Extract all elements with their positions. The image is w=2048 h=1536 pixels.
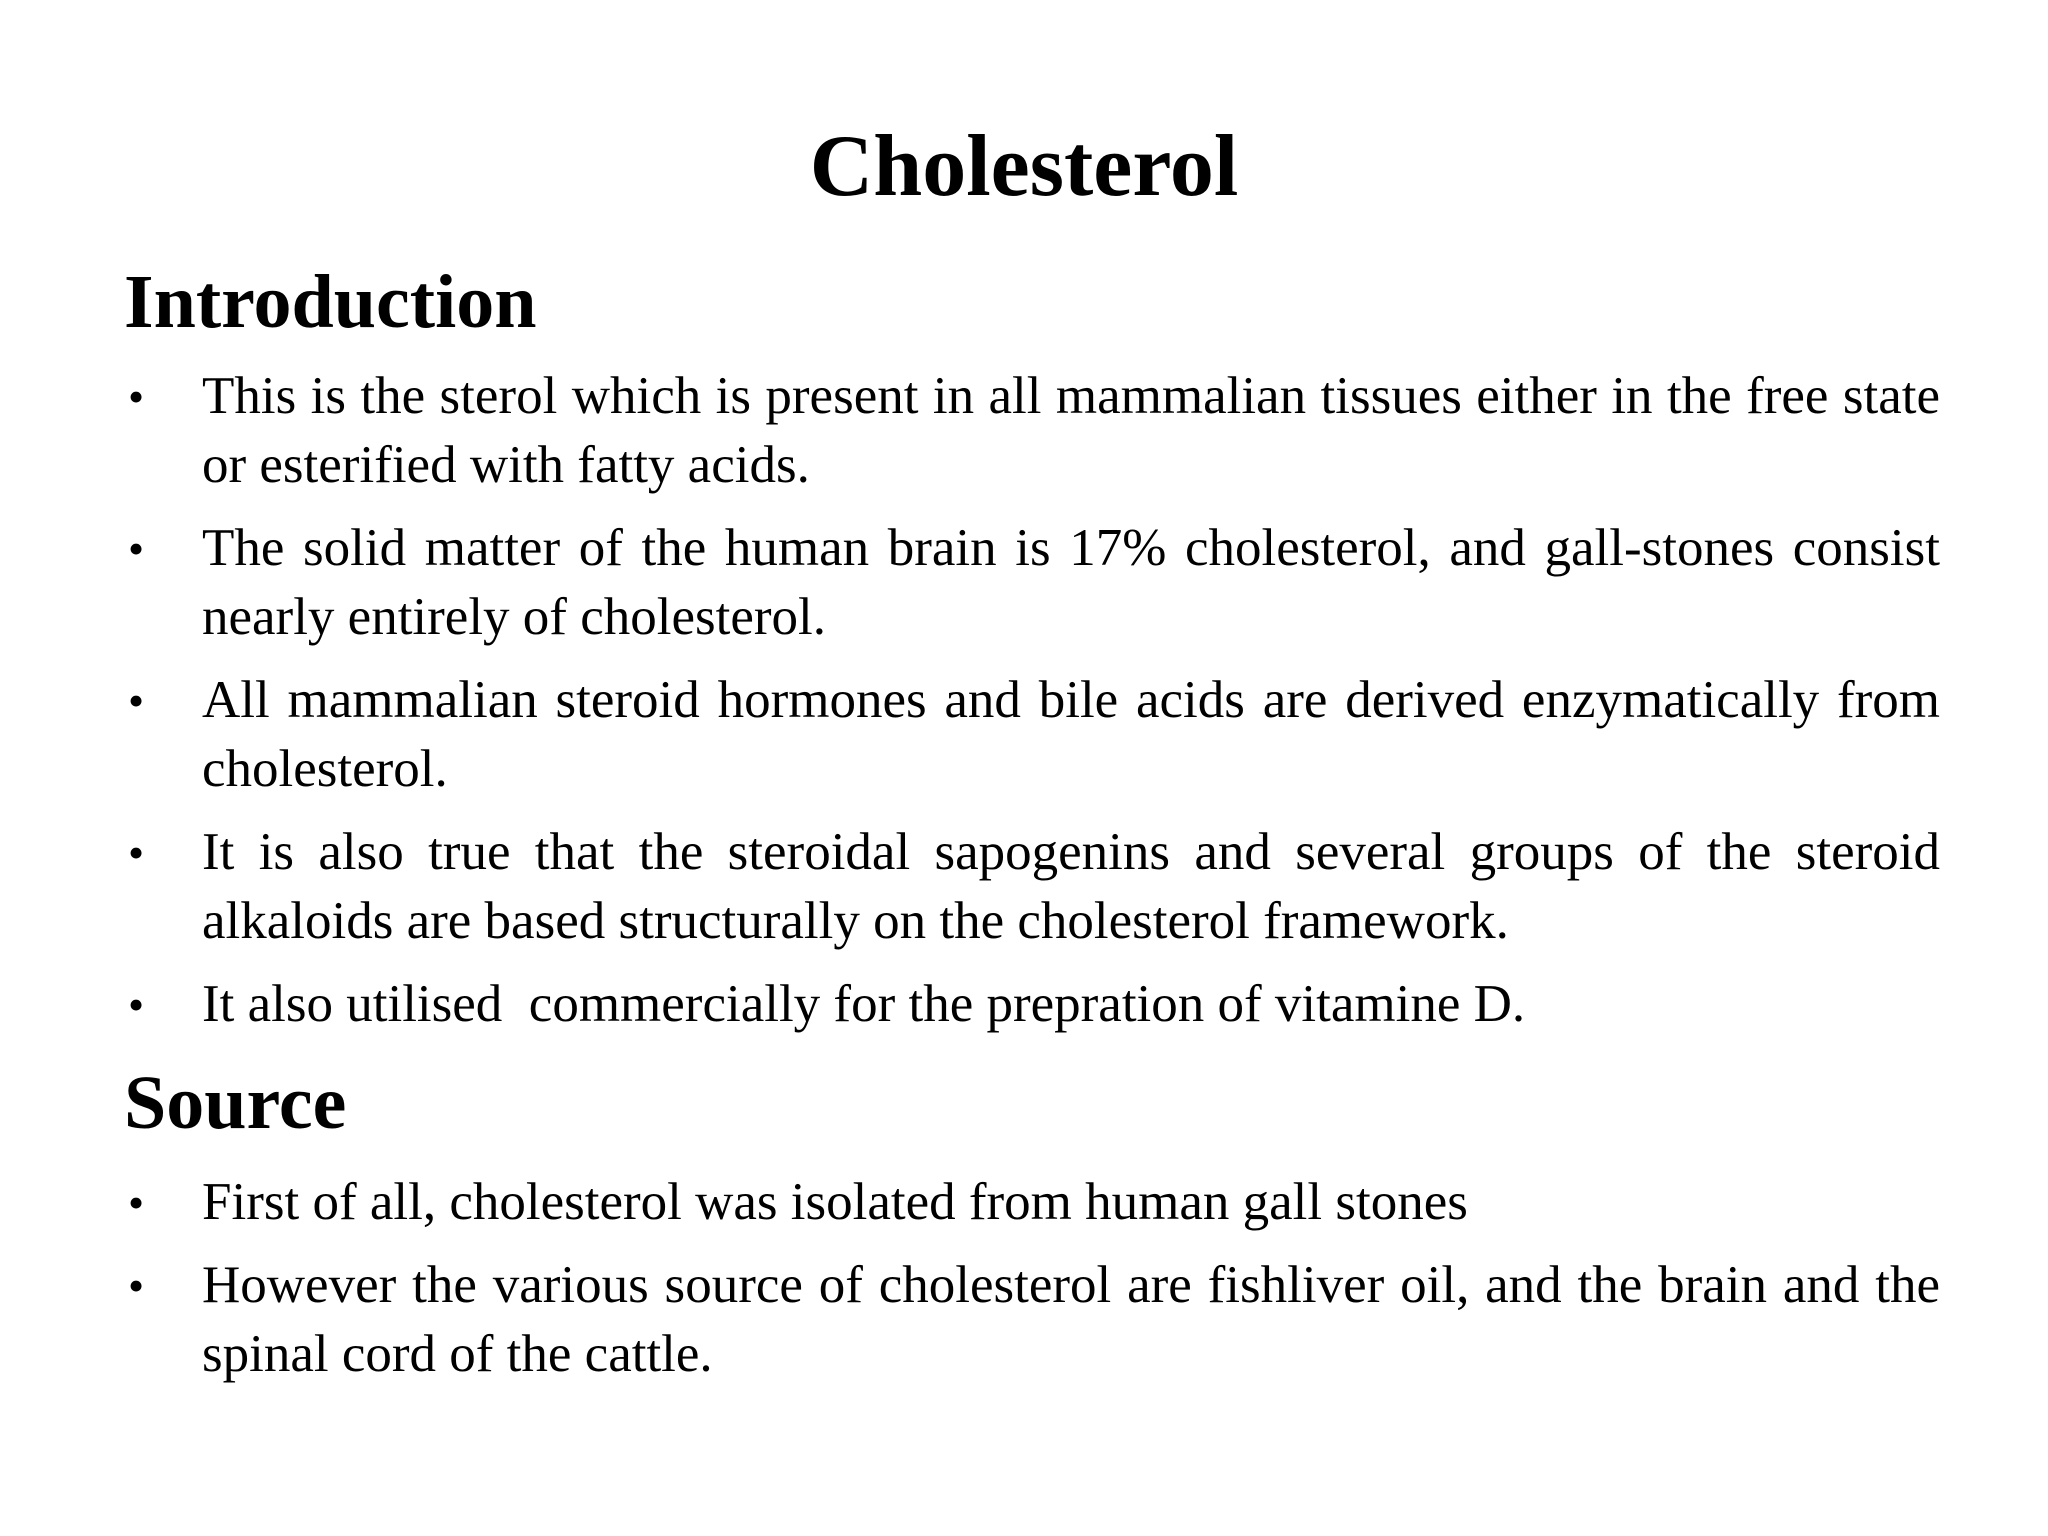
slide-title: Cholesterol: [809, 118, 1239, 215]
bullet-text: However the various source of cholesterol are fishliver oil, and the brain and the spinal cord of the cattle.: [202, 1256, 1940, 1383]
bullet-icon: •: [128, 523, 145, 574]
bullet-item: [124, 362, 1940, 500]
bullet-icon: •: [128, 1177, 145, 1228]
bullet-icon: •: [128, 1260, 145, 1311]
bullet-icon: •: [128, 979, 145, 1030]
bullet-item: [124, 970, 1940, 1039]
bullet-text: It is also true that the steroidal sapogenins and several groups of the steroid alkaloids are based structurally on the cholesterol framework.: [202, 823, 1940, 950]
bullet-icon: •: [128, 675, 145, 726]
bullet-item: [124, 818, 1940, 956]
introduction-bullet-list: [124, 362, 1940, 1039]
bullet-icon: •: [128, 371, 145, 422]
bullet-text: All mammalian steroid hormones and bile acids are derived enzymatically from cholesterol.: [202, 671, 1940, 798]
bullet-item: [124, 1168, 1940, 1237]
bullet-text: This is the sterol which is present in all mammalian tissues either in the free state or esterified with fatty acids.: [202, 367, 1940, 494]
bullet-text: First of all, cholesterol was isolated from human gall stones: [202, 1173, 1468, 1231]
section-heading-source: Source: [124, 1061, 347, 1145]
section-heading-introduction: Introduction: [124, 260, 537, 344]
bullet-text: The solid matter of the human brain is 17% cholesterol, and gall-stones consist nearly entirely of cholesterol.: [202, 519, 1940, 646]
source-bullet-list: [124, 1168, 1940, 1389]
bullet-icon: •: [128, 827, 145, 878]
bullet-item: [124, 514, 1940, 652]
bullet-item: [124, 1251, 1940, 1389]
bullet-text: It also utilised commercially for the prepration of vitamine D.: [202, 975, 1526, 1033]
bullet-item: [124, 666, 1940, 804]
